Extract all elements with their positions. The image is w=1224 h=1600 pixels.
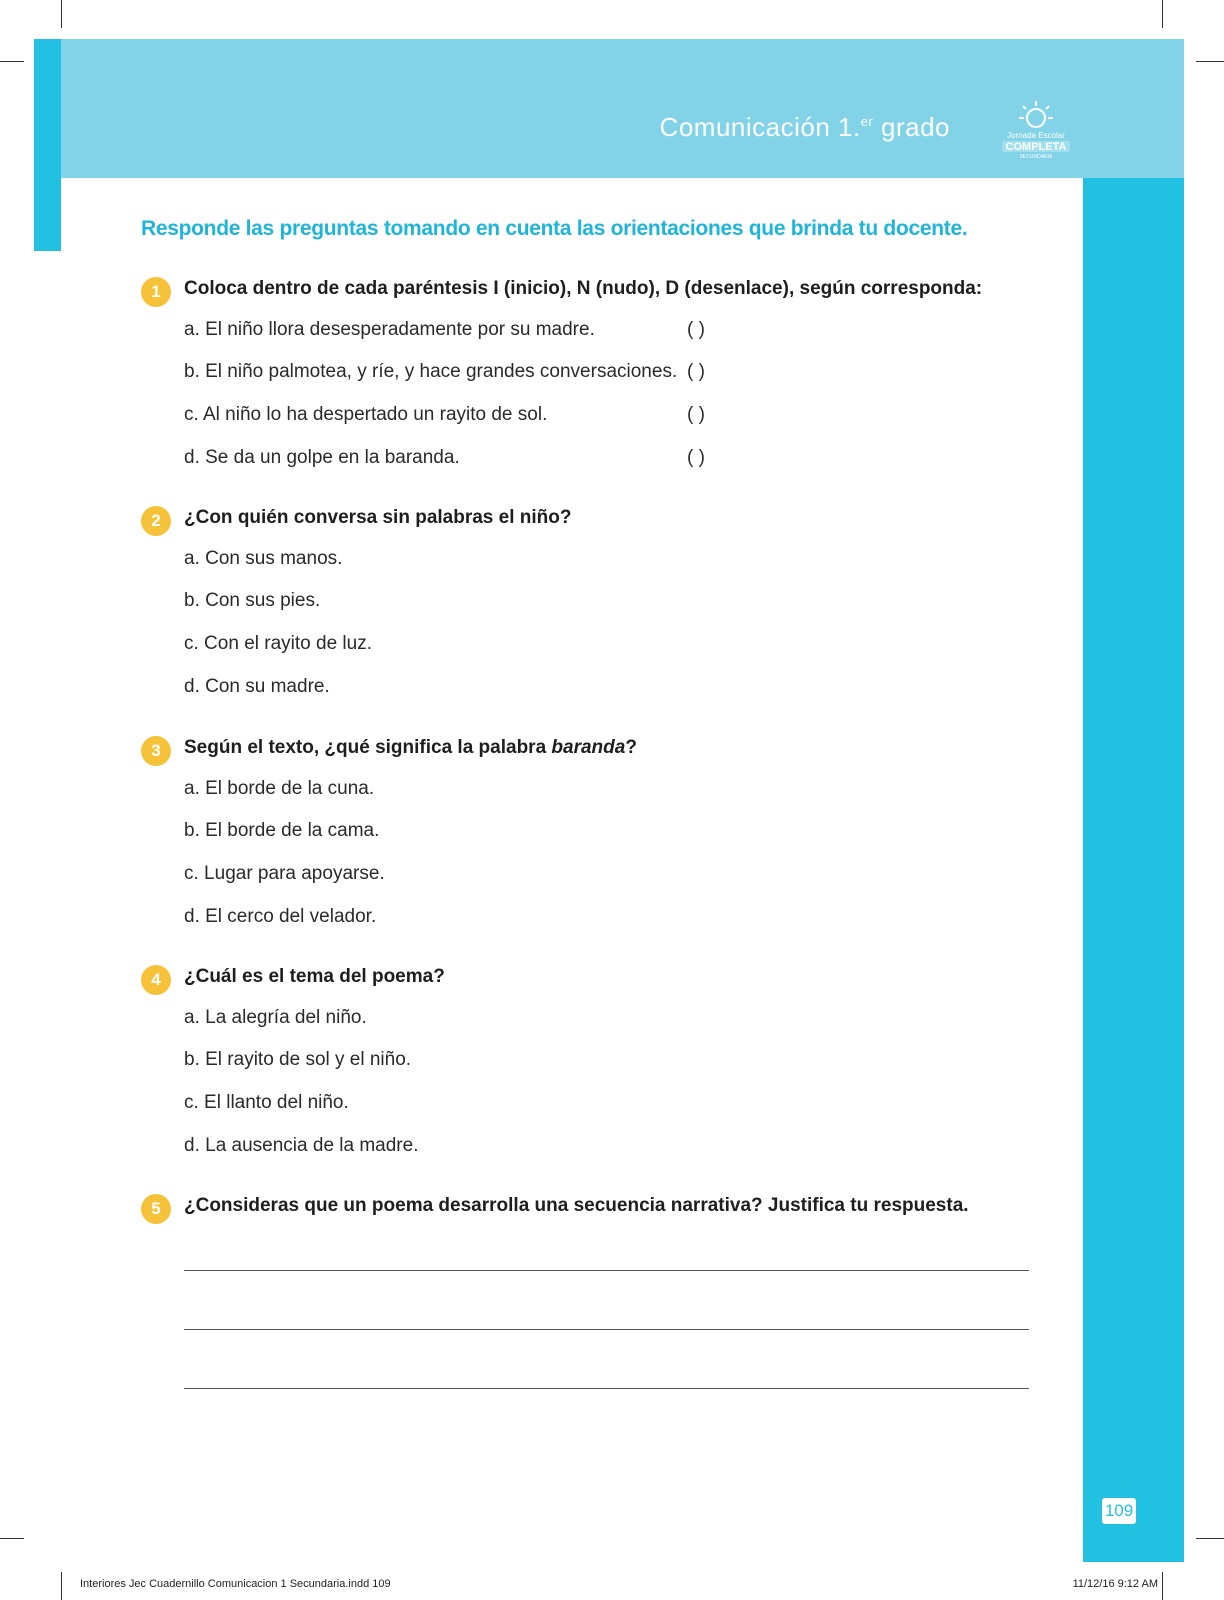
option-c[interactable]: c. El llanto del niño. [184, 1092, 349, 1113]
header-title [600, 112, 950, 143]
crop-mark [61, 0, 62, 28]
option-b[interactable]: b. Con sus pies. [184, 590, 321, 611]
instructions-heading: Responde las preguntas tomando en cuenta las orientaciones que brinda tu docente. [141, 217, 968, 240]
page-number: 109 [1102, 1498, 1136, 1524]
crop-mark [0, 1538, 24, 1539]
question-text: Coloca dentro de cada paréntesis I (inicio), N (nudo), D (desenlace), según corresponda: [184, 278, 983, 299]
question-text-italic: baranda [551, 737, 626, 758]
crop-mark [1162, 1572, 1163, 1600]
question-text: ¿Con quién conversa sin palabras el niño? [184, 507, 572, 528]
question-number-badge: 5 [141, 1194, 171, 1224]
option-d[interactable]: d. Con su madre. [184, 676, 330, 697]
option-d[interactable]: d. El cerco del velador. [184, 906, 377, 927]
option-a[interactable]: a. Con sus manos. [184, 548, 343, 569]
option-c: c. Al niño lo ha despertado un rayito de sol. [184, 404, 548, 425]
option-d[interactable]: d. La ausencia de la madre. [184, 1135, 419, 1156]
answer-line[interactable] [184, 1388, 1029, 1389]
footer-file-name: Interiores Jec Cuadernillo Comunicacion 1 Secundaria.indd 109 [80, 1578, 391, 1590]
jec-logo [993, 98, 1079, 160]
question-number-badge: 1 [141, 277, 171, 307]
logo-line2: COMPLETA [1005, 141, 1067, 153]
option-a[interactable]: a. La alegría del niño. [184, 1007, 367, 1028]
question-text: ¿Consideras que un poema desarrolla una secuencia narrativa? Justifica tu respuesta. [184, 1195, 969, 1216]
crop-mark [1162, 0, 1163, 28]
question-number-badge: 3 [141, 736, 171, 766]
answer-parenthesis[interactable]: ( ) [687, 447, 705, 468]
left-accent-strip [34, 39, 61, 251]
option-b[interactable]: b. El borde de la cama. [184, 820, 380, 841]
answer-parenthesis[interactable]: ( ) [687, 319, 705, 340]
option-d: d. Se da un golpe en la baranda. [184, 447, 460, 468]
question-number-badge: 2 [141, 506, 171, 536]
option-b[interactable]: b. El rayito de sol y el niño. [184, 1049, 412, 1070]
question-text: ¿Cuál es el tema del poema? [184, 966, 445, 987]
question-number-badge: 4 [141, 965, 171, 995]
right-accent-strip [1083, 178, 1184, 1562]
footer-timestamp: 11/12/16 9:12 AM [1072, 1578, 1158, 1590]
question-text-after: ? [625, 737, 637, 758]
logo-line3: SECUNDARIA [1019, 154, 1053, 160]
option-c[interactable]: c. Con el rayito de luz. [184, 633, 372, 654]
logo-line1: Jornada Escolar [1007, 131, 1065, 140]
answer-line[interactable] [184, 1329, 1029, 1330]
question-text-before: Según el texto, ¿qué significa la palabra [184, 737, 552, 758]
crop-mark [1196, 61, 1224, 62]
option-b: b. El niño palmotea, y ríe, y hace grandes conversaciones. [184, 361, 678, 382]
subject-label: Comunicación 1. [659, 112, 861, 142]
answer-parenthesis[interactable]: ( ) [687, 361, 705, 382]
crop-mark [0, 61, 24, 62]
option-a[interactable]: a. El borde de la cuna. [184, 778, 375, 799]
grade-superscript: er [860, 114, 874, 129]
answer-line[interactable] [184, 1270, 1029, 1271]
option-a: a. El niño llora desesperadamente por su madre. [184, 319, 595, 340]
option-c[interactable]: c. Lugar para apoyarse. [184, 863, 385, 884]
answer-parenthesis[interactable]: ( ) [687, 404, 705, 425]
crop-mark [1196, 1538, 1224, 1539]
sun-logo-icon [993, 98, 1079, 160]
question-text [184, 737, 637, 759]
grade-word: grado [873, 112, 950, 142]
crop-mark [61, 1572, 62, 1600]
